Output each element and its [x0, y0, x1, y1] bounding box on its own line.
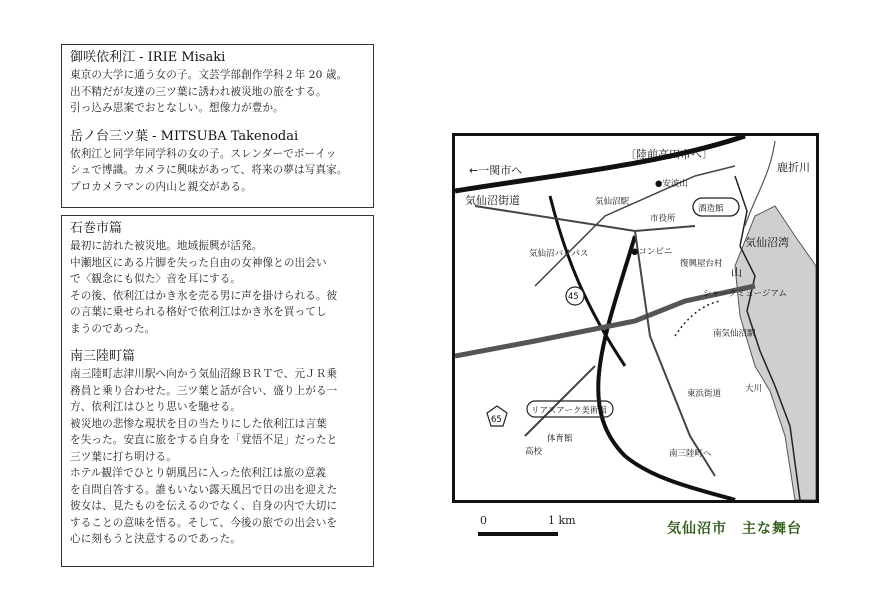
- character-line: プロカメラマンの内山と親交がある。: [70, 180, 252, 193]
- chapter-line: 被災地の悲惨な現状を目の当たりにした依利江は言葉: [70, 417, 327, 430]
- main-road-2: [598, 236, 735, 500]
- scale-km: 1 km: [548, 514, 576, 527]
- label-conbini: ●コンビニ: [631, 247, 673, 257]
- character-line: シュで博識。カメラに興味があって、将来の夢は写真家。: [70, 164, 348, 176]
- label-kesennuma-kaido: 気仙沼街道: [465, 194, 520, 207]
- label-tohama: 東浜街道: [687, 389, 722, 399]
- chapter-minamisanriku: [70, 348, 365, 548]
- label-mountain: 山: [731, 266, 742, 279]
- chapter-title: 石巻市篇: [70, 221, 123, 236]
- map-drawing: [455, 136, 816, 500]
- chapter-line: 方、依利江はひとり思いを馳せる。: [70, 401, 242, 413]
- chapter-line: 務員と乗り合わせた。三ツ葉と話が合い、盛り上がる一: [70, 384, 338, 397]
- character-irie: [70, 49, 365, 117]
- label-school: 高校: [525, 447, 543, 457]
- chapter-line: 心に刻もうと決意するのであった。: [70, 533, 241, 545]
- chapter-line: することの意味を悟る。そして、今後の旅での出会いを: [70, 516, 338, 529]
- label-hukkou: 復興屋台村: [680, 259, 723, 269]
- bay-water: [735, 206, 816, 500]
- label-bay: 気仙沼湾: [745, 236, 789, 249]
- chapter-line: 最初に訪れた被災地。地域振興が活発。: [70, 240, 263, 252]
- chapter-line: まうのであった。: [70, 322, 156, 335]
- label-shishiori: 鹿折川: [777, 161, 810, 174]
- character-line: 引っ込み思案でおとなしい。想像力が豊か。: [70, 102, 284, 114]
- label-shark: シャークミュージアム: [703, 289, 787, 299]
- chapter-line: を失った。安直に旅をする自身を「覚悟不足」だったと: [70, 434, 338, 446]
- character-profile-box: [61, 44, 374, 208]
- chapter-line: 彼女は、見たものを伝えるのでなく、自身の内で大切に: [70, 500, 338, 512]
- label-kesennuma-station: 気仙沼駅: [595, 197, 630, 207]
- map-caption: 気仙沼市 主な舞台: [667, 521, 802, 537]
- scale-zero: 0: [480, 514, 487, 527]
- label-bypass-number: 45: [568, 292, 579, 302]
- label-bypass: 気仙沼バイパス: [529, 249, 589, 259]
- chapter-ishinomaki: [70, 220, 365, 337]
- chapter-line: その後、依利江はかき氷を売る男に声を掛けられる。彼: [70, 289, 338, 302]
- story-summary-box: [61, 215, 374, 567]
- chapter-line: 中瀬地区にある片脚を失った自由の女神像との出会い: [70, 256, 327, 269]
- label-ichinoseki: ←一関市へ: [469, 164, 523, 177]
- kesennuma-map: [452, 133, 819, 503]
- character-name: 岳ノ台三ツ葉 - MITSUBA Takenodai: [70, 128, 299, 144]
- label-minamisanriku: 南三陸町へ: [669, 449, 712, 459]
- label-anbasan: ●安波山: [655, 179, 688, 189]
- label-route65: 65: [491, 415, 502, 425]
- character-name: 御咲依利江 - IRIE Misaki: [70, 50, 226, 65]
- map-scale: [478, 514, 588, 540]
- chapter-line: ホテル観洋でひとり朝風呂に入った依利江は旅の意義: [70, 467, 327, 479]
- scale-bar: [478, 532, 558, 536]
- chapter-line: を自問自答する。誰もいない露天風呂で日の出を迎えた: [70, 483, 338, 496]
- label-museum: リアスアーク美術館: [531, 406, 607, 416]
- character-line: 依利江と同学年同学科の女の子。スレンダーでボーイッ: [70, 147, 337, 160]
- label-shiozo: 酒造館: [698, 204, 724, 214]
- chapter-line: 南三陸町志津川駅へ向かう気仙沼線ＢＲＴで、元ＪＲ乗: [70, 368, 338, 380]
- label-minami-station: 南気仙沼駅: [713, 329, 756, 339]
- character-line: 東京の大学に通う女の子。文芸学部創作学科２年 20 歳。: [70, 69, 348, 81]
- character-line: 出不精だが友達の三ツ葉に誘われ被災地の旅をする。: [70, 85, 327, 98]
- character-mitsuba: [70, 128, 365, 196]
- label-rikuzentakata: 〔陸前高田市へ〕: [625, 148, 713, 161]
- chapter-title: 南三陸町篇: [70, 349, 136, 364]
- chapter-line: の言葉に乗せられる格好で依利江はかき氷を買ってし: [70, 306, 327, 318]
- label-city-hall: 市役所: [650, 214, 676, 224]
- chapter-line: 三ツ葉に打ち明ける。: [70, 450, 177, 463]
- label-gym: 体育館: [547, 434, 573, 444]
- chapter-line: で〈観念にも似た〉音を耳にする。: [70, 273, 242, 285]
- bypass-road: [550, 196, 625, 366]
- label-okawa: 大川: [745, 384, 763, 394]
